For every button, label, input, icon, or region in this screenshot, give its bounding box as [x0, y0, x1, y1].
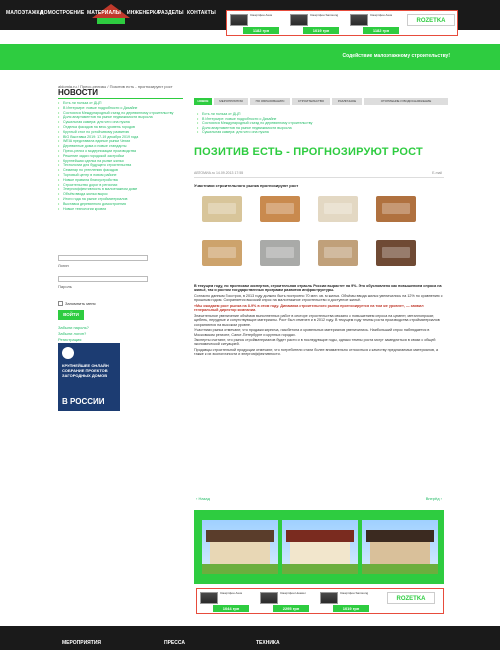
news-list-item[interactable]: • Доля апартаментов на рынке недвижимости выросла [58, 115, 183, 119]
promo-big-text: В РОССИИ [62, 397, 105, 406]
next-link[interactable]: Вперёд › [425, 496, 442, 501]
ad-price-button[interactable]: 2295 грн [273, 605, 309, 612]
header-banner [0, 44, 500, 70]
bricks-gallery-row [194, 190, 444, 230]
news-list-item[interactable]: • Отделка фасадов на весь уровень городов [58, 125, 183, 129]
tab-heating[interactable]: ОТОПЛЕНИЕ И ВОДОСНАБЖЕНИЕ [364, 98, 448, 105]
news-list-item[interactable]: • Новые правила благоустройства [58, 178, 183, 182]
news-list-item[interactable]: • Есть ли польза от ДЦП [58, 101, 183, 105]
phone-image [230, 14, 248, 26]
phone-image [260, 592, 278, 604]
news-link-item[interactable]: • В Интерьере: новые подробности о Дизайне [194, 117, 414, 122]
login-label: Логин [58, 263, 69, 268]
article-date: АВТОМИА.ru 14.09.2013 17:55 [194, 171, 244, 175]
ad-price-button[interactable]: 1019 грн [333, 605, 369, 612]
brick-image [202, 196, 242, 222]
news-list-item[interactable]: • WEIA представила единые рынки Чехии [58, 139, 183, 143]
news-links-list [194, 112, 414, 135]
article-body [194, 284, 444, 358]
ad-product[interactable] [259, 591, 317, 612]
brick-image [376, 240, 416, 266]
top-advertisement[interactable] [226, 10, 458, 36]
ad-price-button[interactable]: 1019 грн [303, 27, 339, 34]
news-list-item[interactable]: • BIG Выставка 2019: 17-19 декабря 2019 года [58, 135, 183, 139]
ad-product[interactable] [319, 591, 377, 612]
phone-image [350, 14, 368, 26]
ad-product[interactable] [289, 13, 347, 34]
nav-item-kontakty[interactable]: КОНТАКТЫ [187, 10, 216, 16]
related-projects-block [194, 510, 444, 584]
promo-banner[interactable] [58, 343, 120, 411]
brick-image [260, 196, 300, 222]
ad-price-button[interactable]: 1044 грн [213, 605, 249, 612]
article-paragraph: Участники рынка отмечают, что продажи кирпича, газобетона и кровельных материалов увеличились. Наибольший спрос наблюдается в Московском регионе, Санкт-Петербурге и крупных городах. [194, 328, 430, 337]
news-list-item[interactable]: • Круглый стол по устойчивому развитию [58, 130, 183, 134]
ad-price-button[interactable]: 1182 грн [363, 27, 399, 34]
logo-base-shape [97, 18, 125, 24]
news-list-item[interactable]: • Технологии для будущего строительства [58, 163, 183, 167]
article-title: ПОЗИТИВ ЕСТЬ - ПРОГНОЗИРУЮТ РОСТ [194, 146, 423, 158]
sidebar-title: НОВОСТИ [58, 88, 99, 97]
ad-product-name: Смартфон Asus [220, 592, 243, 595]
promo-logo-icon [62, 347, 74, 359]
news-list-item[interactable]: • Пресс-релиз о модернизации производства [58, 149, 183, 153]
article-intro: В текущем году, по прогнозам экспертов, строительная отрасль России вырастет на 9%. Это обусловлено как повышением спроса на жильё, так и ростом государственных программ развития инфраструктуры. [194, 284, 442, 293]
news-link-item[interactable]: • Доля апартаментов на рынке недвижимости выросла [194, 126, 414, 131]
article-paragraph: Значительное увеличение объёмов выполненных работ в секторе строительства связано с повышением спроса на цемент, металлопрокат, щебень, нерудные и сопутствующие материалы. Рост был отмечен и в 2012 году. В текущем году темпы роста производства стройматериалов сохраняются на высоком уровне. [194, 313, 440, 327]
brick-image [202, 240, 242, 266]
news-link-item[interactable]: • Сушильная камера: для чего она нужна [194, 130, 414, 135]
news-list-item[interactable]: • Крупнейшая сделка на рынке жилья [58, 159, 183, 163]
phone-image [320, 592, 338, 604]
tab-education[interactable]: ПО ОБРАЗОВАНИЮ [250, 98, 290, 105]
forgot-password-link[interactable]: Забыли пароль? [58, 325, 89, 330]
news-link-item[interactable]: • Есть ли польза от ДЦП [194, 112, 414, 117]
ad-product-name: Смартфон Huawei [280, 592, 306, 595]
footer [0, 626, 500, 650]
news-link-item[interactable]: • Состоялся Международный съезд по деревянному строительству [194, 121, 414, 126]
nav-item-domostroenie[interactable]: ДОМОСТРОЕНИЕ [40, 10, 85, 16]
news-list-item[interactable]: • Решение задач городской застройки [58, 154, 183, 158]
tab-events[interactable]: МЕРОПРИЯТИЯ [214, 98, 248, 105]
remember-me-label: Запомнить меня [65, 301, 96, 306]
ad-price-button[interactable]: 1182 грн [243, 27, 279, 34]
news-list-item[interactable]: • Торговый центр в новом районе [58, 173, 183, 177]
ad-product-name: Смартфон Asus [250, 14, 273, 17]
news-list-item[interactable]: • Сушильная камера: для чего она нужна [58, 120, 183, 124]
phone-image [290, 14, 308, 26]
nav-item-inzhenerka[interactable]: ИНЖЕНЕРКА [127, 10, 160, 16]
nav-item-maloetazhka[interactable]: МАЛОЭТАЖКА [6, 10, 44, 16]
register-link[interactable]: Регистрация [58, 337, 82, 342]
news-list-item[interactable]: • Выставка деревянного домостроения [58, 202, 183, 206]
house-image[interactable] [202, 520, 278, 574]
tab-misc[interactable]: РАЗЛИЧНОЕ [332, 98, 362, 105]
rozetka-logo[interactable]: ROZETKA [387, 592, 435, 604]
house-image[interactable] [362, 520, 438, 574]
news-list-item[interactable]: • В Интерьере: новые подробности о Дизайне [58, 106, 183, 110]
nav-item-razdely[interactable]: РАЗДЕЛЫ [158, 10, 184, 16]
news-list-item[interactable]: • Строительство дорог в регионах [58, 183, 183, 187]
promo-text: КРУПНЕЙШЕЕ ОНЛАЙН СОБРАНИЕ ПРОЕКТОВ ЗАГОРОДНЫХ ДОМОВ [62, 363, 109, 378]
site-slogan: Содействие малоэтажному строительству! [342, 53, 450, 59]
house-image[interactable] [282, 520, 358, 574]
news-list-item[interactable]: • Новые технологии кровли [58, 207, 183, 211]
nav-item-materialy[interactable]: МАТЕРИАЛЫ [87, 10, 121, 16]
news-list [58, 101, 183, 211]
login-button[interactable]: ВОЙТИ [58, 310, 84, 320]
brick-image [376, 196, 416, 222]
ad-product-name: Смартфон Samsung [310, 14, 339, 17]
brick-image [318, 240, 358, 266]
article-paragraph: Эксперты считают, что рынок стройматериалов будет расти и в последующие годы, однако темпы роста могут замедлиться в связи с общей экономической ситуацией. [194, 337, 436, 347]
article-paragraph: Продавцы строительной продукции отмечают, что потребители стали более внимательно относиться к качеству предлагаемых материалов, а также к их экологичности и энергоэффективности. [194, 347, 439, 357]
password-label: Пароль [58, 284, 72, 289]
ad-product-name: Смартфон Samsung [340, 592, 369, 595]
pager [194, 494, 444, 504]
email-link[interactable]: E-mail [432, 171, 442, 175]
news-list-item[interactable]: • Итоги года на рынке стройматериалов [58, 197, 183, 201]
footer-item-press[interactable]: ПРЕССА [164, 640, 185, 646]
sidebar-divider [58, 98, 183, 99]
ad-product[interactable] [229, 13, 287, 34]
breadcrumb[interactable]: aldomia.ru / Пресс-релизы / Позитив есть - прогнозируют рост [58, 84, 173, 89]
article-caption: Участники строительного рынка прогнозируют рост [194, 183, 299, 188]
news-list-item[interactable]: • Состоялся Международный съезд по деревянному строительству [58, 111, 183, 115]
ad-product[interactable] [349, 13, 407, 34]
tab-new[interactable]: НОВОЕ [194, 98, 212, 105]
remember-me-checkbox[interactable] [58, 301, 63, 306]
ad-product[interactable] [199, 591, 257, 612]
forgot-login-link[interactable]: Забыли логин? [58, 331, 87, 336]
footer-item-events[interactable]: МЕРОПРИЯТИЯ [62, 640, 102, 646]
brick-image [260, 240, 300, 266]
footer-item-technics[interactable]: ТЕХНИКА [256, 640, 280, 646]
news-list-item[interactable]: • Энергоэффективность в малоэтажном доме [58, 187, 183, 191]
bricks-gallery-row [194, 234, 444, 274]
phone-image [200, 592, 218, 604]
password-input[interactable] [58, 276, 148, 282]
brick-image [318, 196, 358, 222]
news-list-item[interactable]: • Семинар по утеплению фасадов [58, 168, 183, 172]
tab-construction[interactable]: СТРОИТЕЛЬСТВО [292, 98, 330, 105]
news-list-item[interactable]: • Деревянные дома и новые стандарты [58, 144, 183, 148]
prev-link[interactable]: ‹ Назад [196, 496, 210, 501]
rozetka-logo[interactable]: ROZETKA [407, 14, 455, 26]
news-list-item[interactable]: • Объём ввода жилья вырос [58, 192, 183, 196]
ad-product-name: Смартфон Asus [370, 14, 393, 17]
article-quote: «Мы ожидаем рост рынка на 8-9% в этом году. Динамика строительного рынка прогнозируется на том же уровне», — заявил генеральный директор компании. [194, 303, 424, 313]
article-meta [194, 170, 444, 178]
bottom-advertisement[interactable] [196, 588, 444, 614]
category-tabs [194, 98, 448, 105]
login-input[interactable] [58, 255, 148, 261]
article-paragraph: Согласно данным Госстроя, в 2013 году должно быть построено 70 млн. кв. м жилья. Объёмы ввода жилья увеличились на 12% по сравнению с прошлым годом. Сохраняется высокий спрос на малоэтажное строительство и доступное жильё. [194, 293, 443, 303]
